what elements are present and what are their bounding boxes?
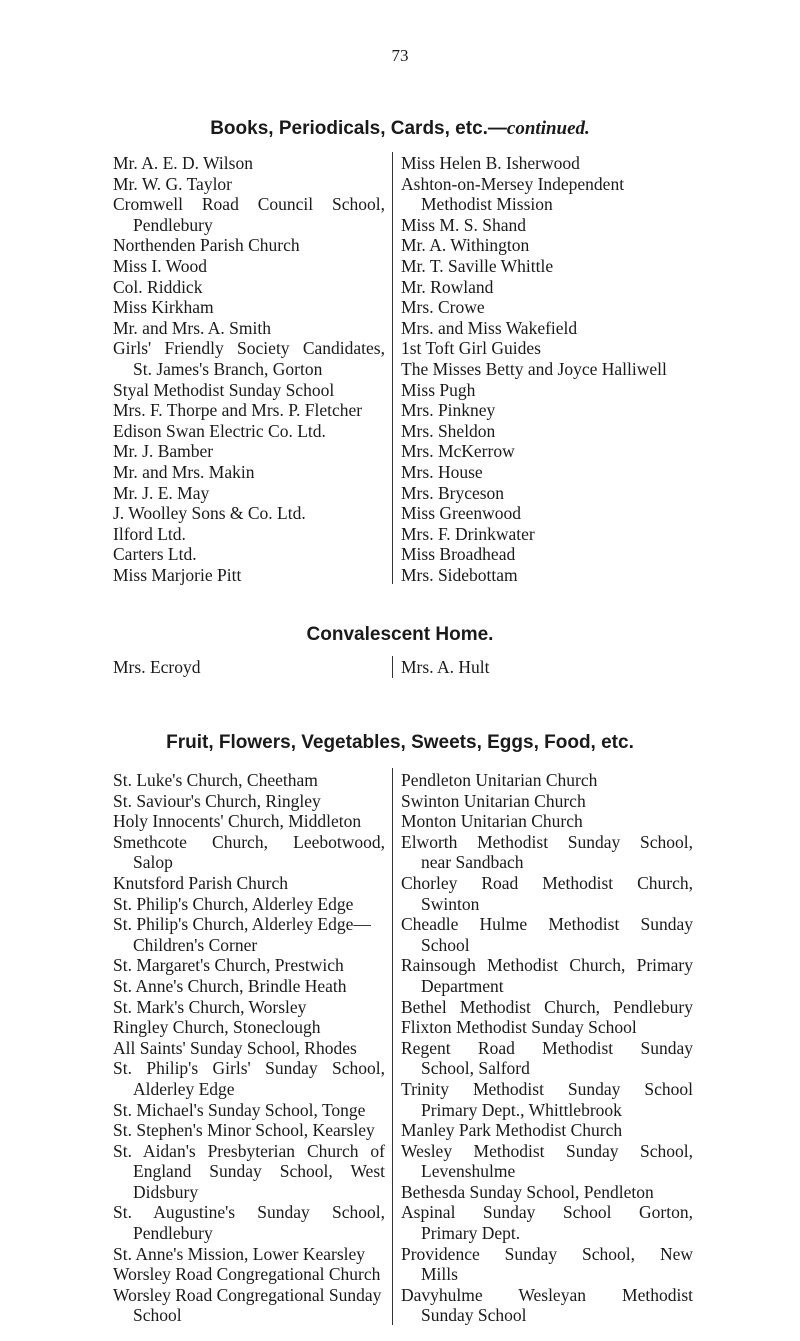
convalescent-left-column [113,657,385,678]
list-entry: Mrs. F. Thorpe and Mrs. P. Fletcher [113,400,363,421]
list-entry: St. Anne's Mission, Lower Kearsley [113,1243,366,1264]
list-entry: Davyhulme Wesleyan Methodist [401,1284,693,1305]
list-entry: Knutsford Parish Church [113,872,288,893]
list-entry: Mrs. Pinkney [401,400,496,421]
books-right-column [401,153,689,585]
list-entry: 1st Toft Girl Guides [401,338,541,359]
fruit-left-column [113,770,385,1326]
list-entry: Chorley Road Methodist Church, [401,872,693,893]
list-entry: Mr. J. E. May [113,482,210,503]
section-heading-convalescent: Convalescent Home. [306,624,494,645]
list-entry: Col. Riddick [113,276,203,297]
list-entry-continuation: near Sandbach [421,852,524,873]
list-entry: Swinton Unitarian Church [401,790,586,811]
list-entry-continuation: School [421,934,470,955]
list-entry: All Saints' Sunday School, Rhodes [113,1037,357,1058]
list-entry-continuation: Pendlebury [133,214,213,235]
list-entry: Mr. A. E. D. Wilson [113,153,253,173]
list-entry: Regent Road Methodist Sunday [401,1037,693,1058]
list-entry-continuation: St. James's Branch, Gorton [133,358,323,379]
list-entry: Mrs. and Miss Wakefield [401,317,578,338]
list-entry: Trinity Methodist Sunday School [401,1078,693,1099]
list-entry: Elworth Methodist Sunday School, [401,831,693,852]
list-entry: Miss Pugh [401,379,476,400]
list-entry: Worsley Road Congregational Sunday [113,1284,382,1305]
list-entry: Mrs. Ecroyd [113,657,201,677]
list-entry: Cromwell Road Council School, [113,194,385,215]
list-entry-continuation: Swinton [421,893,480,914]
list-entry: Providence Sunday School, New [401,1243,693,1264]
list-entry: Northenden Parish Church [113,235,300,256]
list-entry-continuation: School [133,1305,182,1326]
list-entry: Worsley Road Congregational Church [113,1264,381,1285]
list-entry: Mrs. Sidebottam [401,564,518,585]
list-entry: Mr. and Mrs. A. Smith [113,317,272,338]
books-column-divider [392,152,393,584]
list-entry: St. Anne's Church, Brindle Heath [113,975,347,996]
list-entry: Smethcote Church, Leebotwood, [113,831,385,852]
list-entry: St. Philip's Church, Alderley Edge [113,893,354,914]
list-entry: Rainsough Methodist Church, Primary [401,955,693,976]
list-entry-continuation: Sunday School [421,1305,527,1326]
list-entry: Styal Methodist Sunday School [113,379,335,400]
list-entry: St. Philip's Church, Alderley Edge— [113,914,371,935]
list-entry: St. Augustine's Sunday School, [113,1202,385,1223]
list-entry: St. Philip's Girls' Sunday School, [113,1058,385,1079]
list-entry-continuation: Mills [421,1264,458,1285]
list-entry: Mr. W. G. Taylor [113,173,233,194]
list-entry: Mr. and Mrs. Makin [113,461,255,482]
list-entry: Ashton-on-Mersey Independent [401,173,625,194]
list-entry-continuation: Department [421,975,504,996]
list-entry: The Misses Betty and Joyce Halliwell [401,358,667,379]
list-entry: Holy Innocents' Church, Middleton [113,811,362,832]
list-entry: Pendleton Unitarian Church [401,770,598,790]
list-entry: Bethel Methodist Church, Pendlebury [401,996,693,1017]
list-entry: St. Luke's Church, Cheetham [113,770,318,790]
heading-books-continued: continued. [506,118,590,139]
list-entry: Carters Ltd. [113,544,197,565]
list-entry: Bethesda Sunday School, Pendleton [401,1181,654,1202]
convalescent-right-column [401,657,689,678]
list-entry: Mr. A. Withington [401,235,530,256]
list-entry-continuation: School, Salford [421,1058,530,1079]
convalescent-column-divider [392,656,393,678]
list-entry: J. Woolley Sons & Co. Ltd. [113,503,306,524]
list-entry-continuation: Levenshulme [421,1161,516,1182]
list-entry: Miss Marjorie Pitt [113,564,242,585]
list-entry: Mrs. House [401,461,483,482]
list-entry: Girls' Friendly Society Candidates, [113,338,385,359]
list-entry: St. Michael's Sunday School, Tonge [113,1099,366,1120]
list-entry: St. Aidan's Presbyterian Church of [113,1140,385,1161]
list-entry: Ringley Church, Stoneclough [113,1017,321,1038]
list-entry: Wesley Methodist Sunday School, [401,1140,693,1161]
list-entry: St. Saviour's Church, Ringley [113,790,321,811]
list-entry: Miss Broadhead [401,544,516,565]
list-entry: Aspinal Sunday School Gorton, [401,1202,693,1223]
list-entry: Edison Swan Electric Co. Ltd. [113,420,326,441]
list-entry: Miss Kirkham [113,297,214,318]
list-entry-continuation: Pendlebury [133,1223,213,1244]
list-entry: St. Margaret's Church, Prestwich [113,955,344,976]
list-entry: St. Stephen's Minor School, Kearsley [113,1120,375,1141]
list-entry: St. Mark's Church, Worsley [113,996,307,1017]
list-entry: Miss Helen B. Isherwood [401,153,580,173]
section-heading-books [0,118,800,140]
list-entry-continuation: Primary Dept., Whittlebrook [421,1099,622,1120]
list-entry: Miss Greenwood [401,503,522,524]
list-entry-continuation: Alderley Edge [133,1078,235,1099]
list-entry-continuation: Didsbury [133,1181,199,1202]
list-entry: Mrs. A. Hult [401,657,490,677]
list-entry: Mr. T. Saville Whittle [401,255,554,276]
list-entry: Ilford Ltd. [113,523,186,544]
list-entry: Monton Unitarian Church [401,811,583,832]
list-entry-continuation: Children's Corner [133,934,258,955]
list-entry: Mrs. McKerrow [401,441,515,462]
list-entry: Miss I. Wood [113,255,208,276]
list-entry: Mr. Rowland [401,276,494,297]
list-entry-continuation: Primary Dept. [421,1223,521,1244]
list-entry: Flixton Methodist Sunday School [401,1017,637,1038]
list-entry: Mr. J. Bamber [113,441,214,462]
heading-books-main: Books, Periodicals, Cards, etc.— [210,118,507,139]
list-entry: Manley Park Methodist Church [401,1120,623,1141]
list-entry: Mrs. Sheldon [401,420,496,441]
list-entry: Mrs. Bryceson [401,482,505,503]
page-number: 73 [391,46,409,65]
fruit-right-column [401,770,693,1326]
list-entry: Mrs. Crowe [401,297,485,318]
fruit-column-divider [392,768,393,1325]
list-entry-continuation: Methodist Mission [421,194,553,215]
section-heading-fruit: Fruit, Flowers, Vegetables, Sweets, Eggs, Food, etc. [166,732,634,753]
books-left-column [113,153,385,585]
list-entry-continuation: England Sunday School, West [133,1161,385,1182]
list-entry: Mrs. F. Drinkwater [401,523,535,544]
list-entry: Cheadle Hulme Methodist Sunday [401,914,693,935]
list-entry-continuation: Salop [133,852,173,873]
list-entry: Miss M. S. Shand [401,214,526,235]
